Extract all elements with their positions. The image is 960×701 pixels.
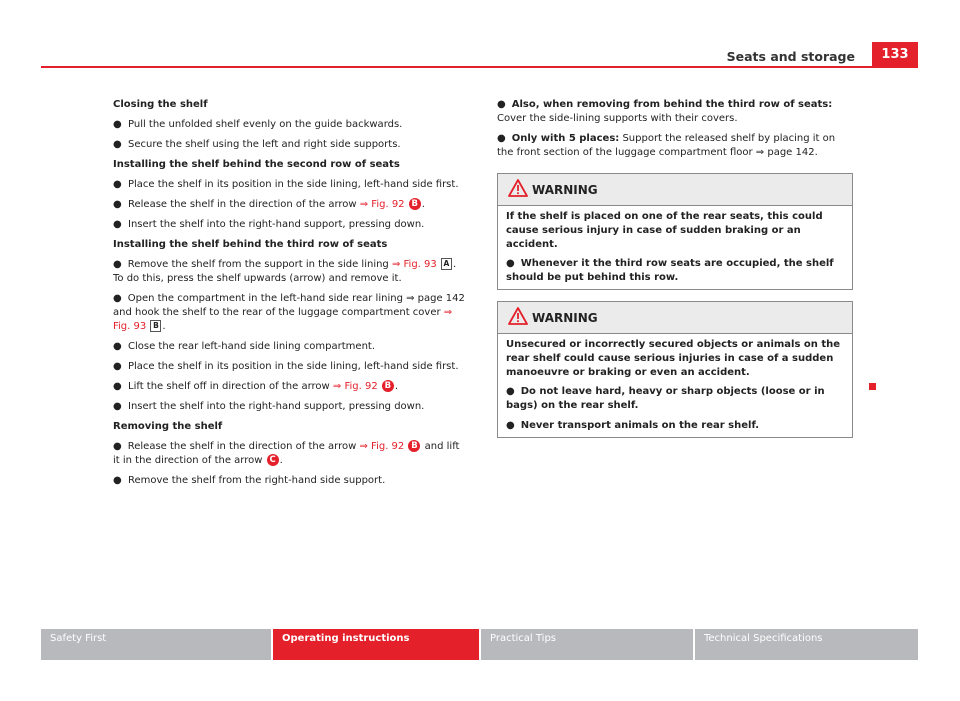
list-item — [506, 257, 844, 285]
list-item-text: . — [279, 455, 283, 466]
list-item — [506, 419, 844, 433]
list-item — [113, 258, 465, 286]
bullet-icon: ● — [506, 420, 515, 431]
list-item-text: Place the shelf in its position in the side lining, left-hand side first. — [128, 179, 459, 190]
list-item-text: Release the shelf in the direction of the arrow — [127, 441, 360, 452]
bullet-icon: ● — [113, 219, 122, 230]
list-item — [113, 118, 465, 132]
list-item-text: Insert the shelf into the right-hand support, pressing down. — [128, 401, 425, 412]
bullet-icon: ● — [113, 199, 122, 210]
tab-practical-tips[interactable]: Practical Tips — [481, 629, 693, 660]
figure-link[interactable]: ⇒ Fig. 92 — [332, 381, 378, 392]
section-end-icon — [869, 383, 876, 390]
list-item — [113, 440, 465, 468]
list-item — [113, 400, 465, 414]
list-item-text: Lift the shelf off in direction of the arrow — [128, 381, 333, 392]
tab-safety-first[interactable]: Safety First — [41, 629, 271, 660]
list-item — [497, 98, 853, 126]
marker-b-icon: B — [409, 198, 421, 210]
bullet-icon: ● — [113, 341, 122, 352]
list-item-text: Insert the shelf into the right-hand support, pressing down. — [128, 219, 425, 230]
list-item — [113, 340, 465, 354]
bullet-icon: ● — [497, 99, 506, 110]
bullet-icon: ● — [113, 139, 122, 150]
warning-box — [497, 173, 853, 290]
list-item-text: and lift it in the direction of the arrow — [113, 441, 460, 466]
list-item — [113, 380, 465, 394]
closing-heading: Closing the shelf — [113, 99, 208, 110]
tab-operating-instructions[interactable]: Operating instructions — [273, 629, 479, 660]
list-item-text: Support the released shelf by placing it on the front section of the luggage compartment floor ⇒ page 142. — [497, 133, 836, 158]
bullet-icon: ● — [113, 381, 122, 392]
warning-header — [498, 302, 852, 334]
list-item-text: Never transport animals on the rear shelf. — [520, 420, 760, 431]
warning-body — [498, 206, 852, 289]
right-column — [497, 98, 853, 438]
list-item-text: Remove the shelf from the right-hand side support. — [128, 475, 386, 486]
section-title: Seats and storage — [726, 49, 855, 64]
bullet-icon: ● — [113, 475, 122, 486]
list-item — [113, 474, 465, 488]
list-item — [113, 178, 465, 192]
list-item-text: Pull the unfolded shelf evenly on the guide backwards. — [128, 119, 403, 130]
list-item-text: . To do this, press the shelf upwards (arrow) and remove it. — [113, 259, 457, 284]
figure-link[interactable]: ⇒ Fig. 93 — [113, 307, 453, 332]
list-item-text: Release the shelf in the direction of the arrow — [128, 199, 360, 210]
list-item — [113, 292, 465, 334]
list-item-text: Close the rear left-hand side lining compartment. — [128, 341, 376, 352]
figure-link[interactable]: ⇒ Fig. 92 — [359, 441, 405, 452]
warning-label: WARNING — [532, 183, 598, 197]
list-item-text: Cover the side-lining supports with their covers. — [497, 113, 738, 124]
warning-body — [498, 334, 852, 437]
bullet-icon: ● — [113, 401, 122, 412]
list-item-text: . — [394, 381, 399, 392]
removing-heading: Removing the shelf — [113, 421, 223, 432]
warning-triangle-icon — [508, 179, 528, 197]
list-item — [497, 132, 853, 160]
bullet-icon: ● — [113, 119, 122, 130]
marker-a-icon: A — [441, 258, 452, 270]
footer-nav — [41, 629, 918, 660]
marker-c-icon: C — [267, 454, 279, 466]
install-second-row-heading: Installing the shelf behind the second row of seats — [113, 159, 400, 170]
tab-technical-specifications[interactable]: Technical Specifications — [695, 629, 918, 660]
list-item — [113, 138, 465, 152]
warning-header — [498, 174, 852, 206]
list-item-text: Secure the shelf using the left and right side supports. — [128, 139, 401, 150]
list-item-text: . — [162, 321, 166, 332]
install-third-row-heading: Installing the shelf behind the third row of seats — [113, 239, 388, 250]
bullet-icon: ● — [497, 133, 506, 144]
bullet-icon: ● — [506, 258, 515, 269]
list-item — [113, 198, 465, 212]
figure-link[interactable]: ⇒ Fig. 92 — [359, 199, 405, 210]
warning-label: WARNING — [532, 311, 598, 325]
list-item-text: Do not leave hard, heavy or sharp objects (loose or in bags) on the rear shelf. — [506, 386, 825, 411]
list-item — [506, 385, 844, 413]
bullet-icon: ● — [506, 386, 515, 397]
page-number: 133 — [872, 42, 918, 66]
bullet-icon: ● — [113, 441, 122, 452]
marker-b-icon: B — [408, 440, 420, 452]
warning-box — [497, 301, 853, 438]
list-item-text: Place the shelf in its position in the side lining, left-hand side first. — [128, 361, 459, 372]
list-item-lead: Only with 5 places: — [511, 133, 620, 144]
left-column — [113, 98, 465, 494]
list-item-text: . — [421, 199, 425, 210]
warning-text: If the shelf is placed on one of the rear seats, this could cause serious injury in case of sudden braking or an accident. — [506, 211, 823, 250]
list-item-text: Open the compartment in the left-hand side rear lining ⇒ page 142 and hook the shelf to the rear of the luggage compartment cover — [113, 293, 465, 318]
figure-link[interactable]: ⇒ Fig. 93 — [391, 259, 437, 270]
bullet-icon: ● — [113, 293, 122, 304]
warning-triangle-icon — [508, 307, 528, 325]
bullet-icon: ● — [113, 259, 122, 270]
marker-b-icon: B — [150, 320, 161, 332]
bullet-icon: ● — [113, 361, 122, 372]
list-item-text: Remove the shelf from the support in the side lining — [127, 259, 392, 270]
warning-text: Unsecured or incorrectly secured objects or animals on the rear shelf could cause serious injuries in case of a sudden manoeuvre or braking or even an accident. — [506, 339, 841, 378]
header-rule — [41, 66, 918, 68]
bullet-icon: ● — [113, 179, 122, 190]
list-item — [113, 218, 465, 232]
list-item — [113, 360, 465, 374]
list-item-text: Whenever it the third row seats are occupied, the shelf should be put behind this row. — [506, 258, 834, 283]
marker-b-icon: B — [382, 380, 394, 392]
list-item-lead: Also, when removing from behind the third row of seats: — [511, 99, 833, 110]
